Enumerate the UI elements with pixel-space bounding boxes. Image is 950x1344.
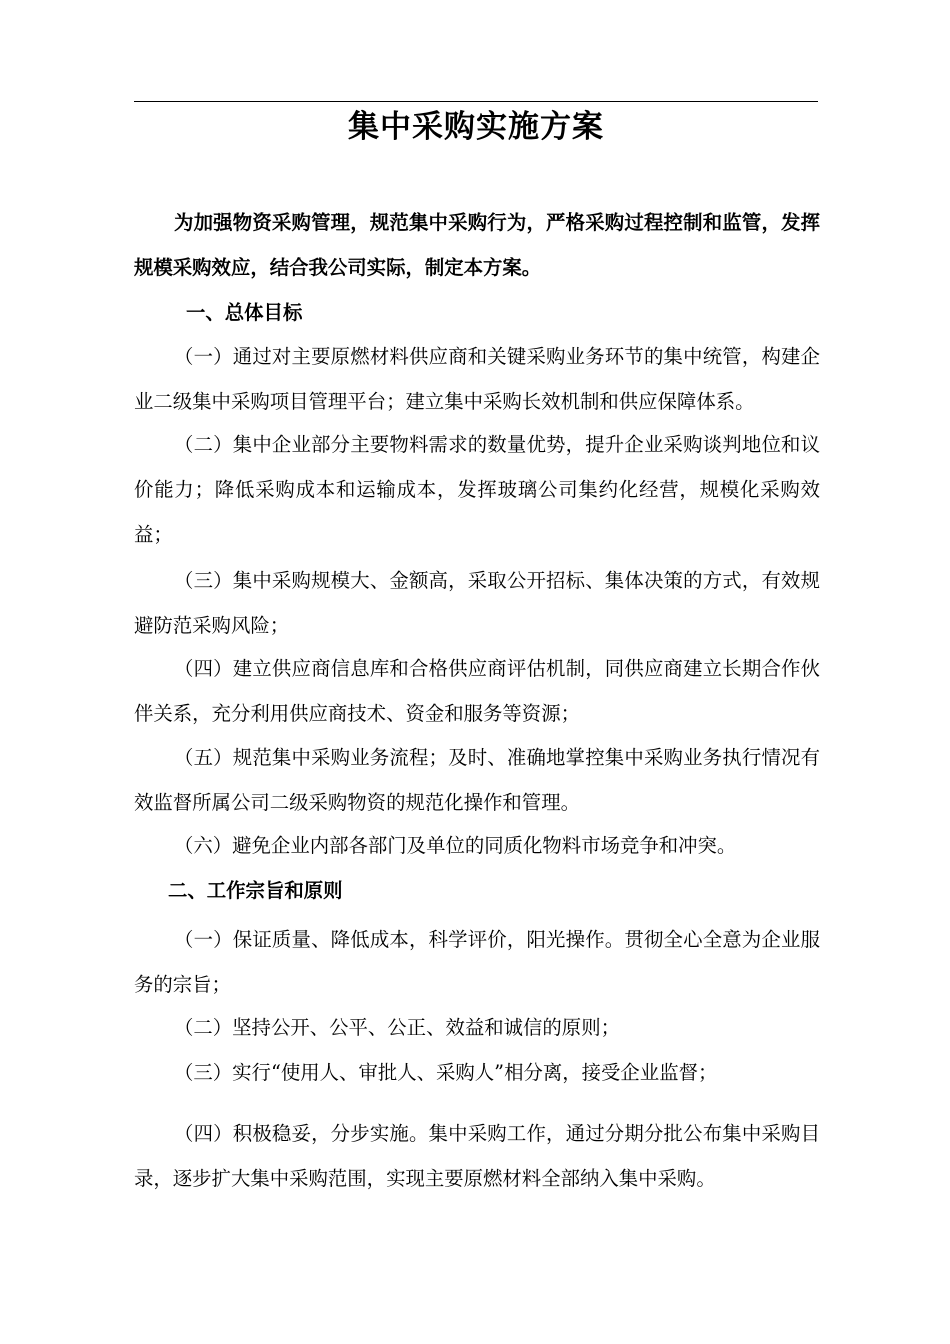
principle-item-4: （四）积极稳妥，分步实施。集中采购工作，通过分期分批公布集中采购目录，逐步扩大集中采购范围，实现主要原燃材料全部纳入集中采购。	[134, 1122, 820, 1190]
goal-item-4: （四）建立供应商信息库和合格供应商评估机制，同供应商建立长期合作伙伴关系，充分利用供应商技术、资金和服务等资源；	[134, 657, 820, 725]
goal-item-5: （五）规范集中采购业务流程；及时、准确地掌控集中采购业务执行情况有效监督所属公司二级采购物资的规范化操作和管理。	[134, 746, 820, 814]
header-rule	[134, 101, 818, 102]
document-title: 集中采购实施方案	[348, 109, 604, 145]
principle-item-1: （一）保证质量、降低成本，科学评价，阳光操作。贯彻全心全意为企业服务的宗旨；	[134, 928, 820, 996]
section-heading-overall-goals: 一、总体目标	[186, 301, 303, 324]
goal-item-1: （一）通过对主要原燃材料供应商和关键采购业务环节的集中统管，构建企业二级集中采购项目管理平台；建立集中采购长效机制和供应保障体系。	[134, 345, 820, 413]
section-heading-principles: 二、工作宗旨和原则	[168, 879, 343, 902]
intro-paragraph: 为加强物资采购管理，规范集中采购行为，严格采购过程控制和监管，发挥规模采购效应，结合我公司实际，制定本方案。	[134, 211, 820, 279]
goal-item-3: （三）集中采购规模大、金额高，采取公开招标、集体决策的方式，有效规避防范采购风险；	[134, 569, 820, 637]
goal-item-6: （六）避免企业内部各部门及单位的同质化物料市场竞争和冲突。	[174, 834, 737, 857]
goal-item-2: （二）集中企业部分主要物料需求的数量优势，提升企业采购谈判地位和议价能力；降低采购成本和运输成本，发挥玻璃公司集约化经营，规模化采购效益；	[134, 433, 820, 546]
principle-item-3: （三）实行“使用人、审批人、采购人”相分离，接受企业监督；	[174, 1061, 718, 1084]
principle-item-2: （二）坚持公开、公平、公正、效益和诚信的原则；	[174, 1016, 620, 1039]
